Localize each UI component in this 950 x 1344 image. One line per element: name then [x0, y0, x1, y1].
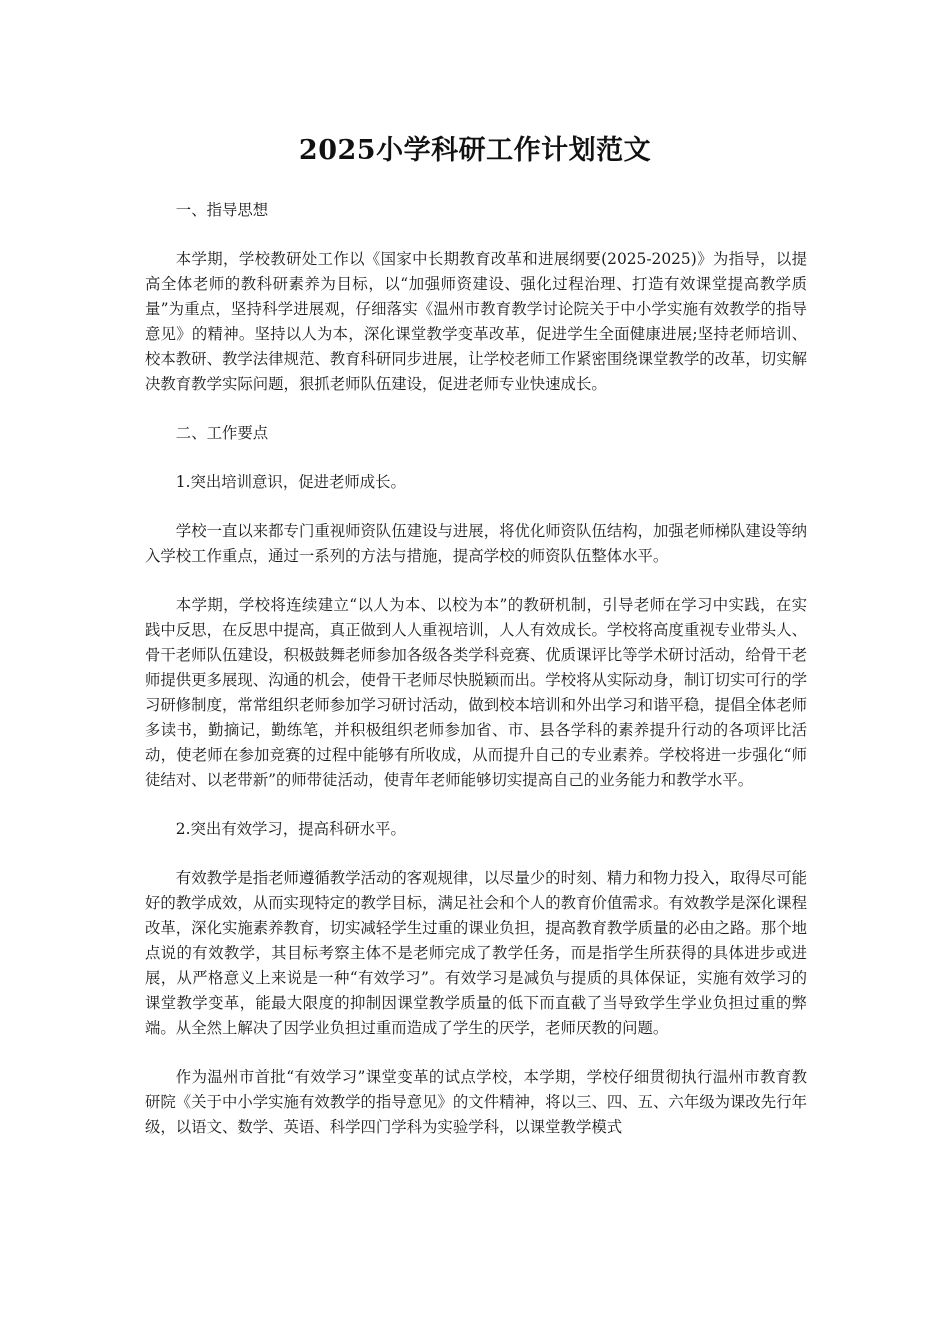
- subheading-training: 1.突出培训意识，促进老师成长。: [175, 473, 406, 491]
- paragraph-pilot-school: 作为温州市首批“有效学习”课堂变革的试点学校，本学期，学校仔细贯彻执行温州市教育教研院《关于中小学实施有效教学的指导意见》的文件精神，将以三、四、五、六年级为课改先行年级，以语文、数学、英语、科学四门学科为实验学科，以课堂教学模式: [145, 1068, 807, 1136]
- document-body: [145, 198, 807, 1164]
- paragraph-teacher-team: 学校一直以来都专门重视师资队伍建设与进展，将优化师资队伍结构，加强老师梯队建设等纳入学校工作重点，通过一系列的方法与措施，提高学校的师资队伍整体水平。: [145, 522, 807, 565]
- paragraph-guiding-ideology: 本学期，学校教研处工作以《国家中长期教育改革和进展纲要(2025-2025)》为指导，以提高全体老师的教科研素养为目标，以“加强师资建设、强化过程治理、打造有效课堂提高教学质量”为重点，坚持科学进展观，仔细落实《温州市教育教学讨论院关于中小学实施有效教学的指导意见》的精神。坚持以人为本，深化课堂教学变革改革，促进学生全面健康进展;坚持老师培训、校本教研、教学法律规范、教育科研同步进展，让学校老师工作紧密围绕课堂教学的改革，切实解决教育教学实际问题，狠抓老师队伍建设，促进老师专业快速成长。: [145, 250, 807, 393]
- paragraph-effective-teaching: 有效教学是指老师遵循教学活动的客观规律，以尽量少的时刻、精力和物力投入，取得尽可能好的教学成效，从而实现特定的教学目标，满足社会和个人的教育价值需求。有效教学是深化课程改革，深化实施素养教育，切实减轻学生过重的课业负担，提高教育教学质量的必由之路。那个地点说的有效教学，其目标考察主体不是老师完成了教学任务，而是指学生所获得的具体进步或进展，从严格意义上来说是一种“有效学习”。有效学习是减负与提质的具体保证，实施有效学习的课堂教学变革，能最大限度的抑制因课堂教学质量的低下而直截了当导致学生学业负担过重的弊端。从全然上解决了因学业负担过重而造成了学生的厌学，老师厌教的问题。: [145, 869, 807, 1037]
- section-heading-work-points: 二、工作要点: [175, 424, 269, 442]
- section-heading-guiding-ideology: 一、指导思想: [175, 201, 269, 219]
- subheading-effective-learning: 2.突出有效学习，提高科研水平。: [175, 820, 406, 838]
- document-title: 2025小学科研工作计划范文: [298, 135, 652, 166]
- paragraph-semester-plan: 本学期，学校将连续建立“以人为本、以校为本”的教研机制，引导老师在学习中实践，在实践中反思，在反思中提高，真正做到人人重视培训，人人有效成长。学校将高度重视专业带头人、骨干老师队伍建设，积极鼓舞老师参加各级各类学科竞赛、优质课评比等学术研讨活动，给骨干老师提供更多展现、沟通的机会，使骨干老师尽快脱颖而出。学校将从实际动身，制订切实可行的学习研修制度，常常组织老师参加学习研讨活动，做到校本培训和外出学习和谐平稳，提倡全体老师多读书，勤摘记，勤练笔，并积极组织老师参加省、市、县各学科的素养提升行动的各项评比活动，使老师在参加竞赛的过程中能够有所收成，从而提升自己的专业素养。学校将进一步强化“师徒结对、以老带新”的师带徒活动，使青年老师能够切实提高自己的业务能力和教学水平。: [145, 596, 807, 789]
